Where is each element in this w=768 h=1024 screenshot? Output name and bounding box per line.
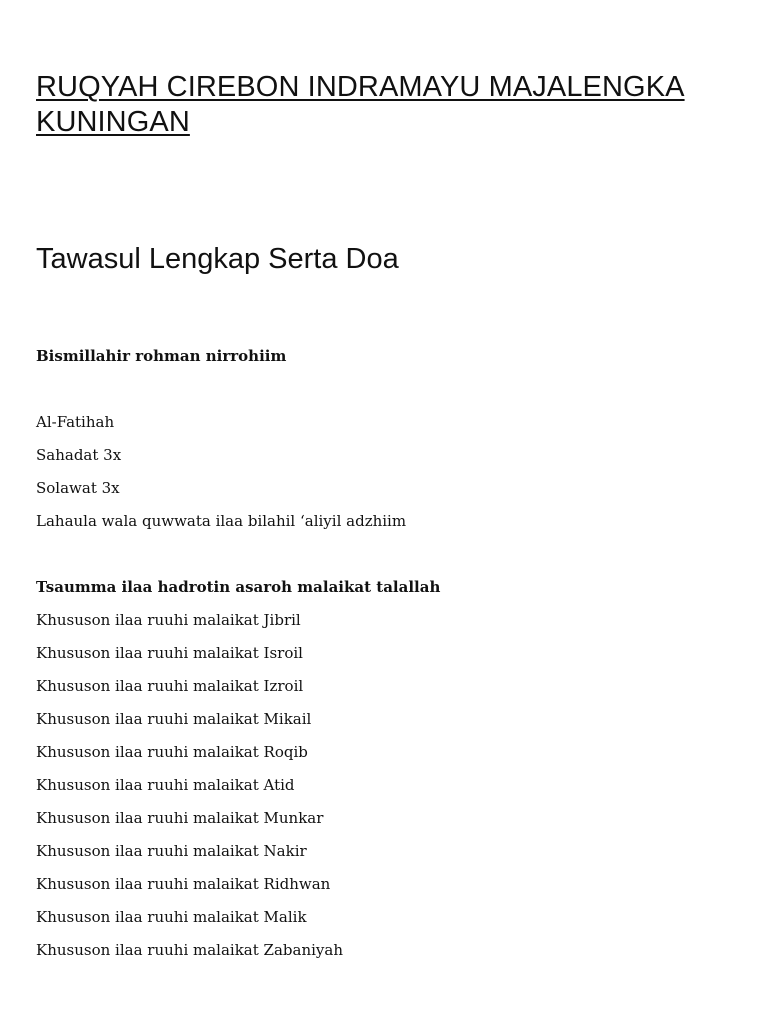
text-line: Khususon ilaa ruuhi malaikat Izroil	[36, 677, 304, 695]
text-line: Khususon ilaa ruuhi malaikat Munkar	[36, 809, 324, 827]
text-line: Khususon ilaa ruuhi malaikat Roqib	[36, 743, 308, 761]
text-line: Khususon ilaa ruuhi malaikat Nakir	[36, 842, 307, 860]
text-line: Khususon ilaa ruuhi malaikat Isroil	[36, 644, 303, 662]
post-title: Tawasul Lengkap Serta Doa	[36, 243, 399, 275]
text-line: Khususon ilaa ruuhi malaikat Malik	[36, 908, 307, 926]
section-heading: Tsaumma ilaa hadrotin asaroh malaikat talallah	[36, 578, 441, 596]
site-title-link[interactable]: RUQYAH CIREBON INDRAMAYU MAJALENGKA KUNINGAN	[36, 71, 685, 138]
text-line: Khususon ilaa ruuhi malaikat Zabaniyah	[36, 941, 343, 959]
post-content	[36, 345, 736, 972]
spacer	[36, 378, 736, 411]
text-line: Al-Fatihah	[36, 413, 115, 431]
text-line: Khususon ilaa ruuhi malaikat Ridhwan	[36, 875, 331, 893]
text-line: Khususon ilaa ruuhi malaikat Jibril	[36, 611, 301, 629]
site-title	[36, 70, 736, 140]
opening-line: Bismillahir rohman nirrohiim	[36, 347, 287, 365]
text-line: Khususon ilaa ruuhi malaikat Mikail	[36, 710, 312, 728]
text-line: Lahaula wala quwwata ilaa bilahil ‘aliyil adzhiim	[36, 512, 407, 530]
text-line: Solawat 3x	[36, 479, 120, 497]
text-line: Sahadat 3x	[36, 446, 122, 464]
text-line: Khususon ilaa ruuhi malaikat Atid	[36, 776, 295, 794]
spacer	[36, 543, 736, 576]
